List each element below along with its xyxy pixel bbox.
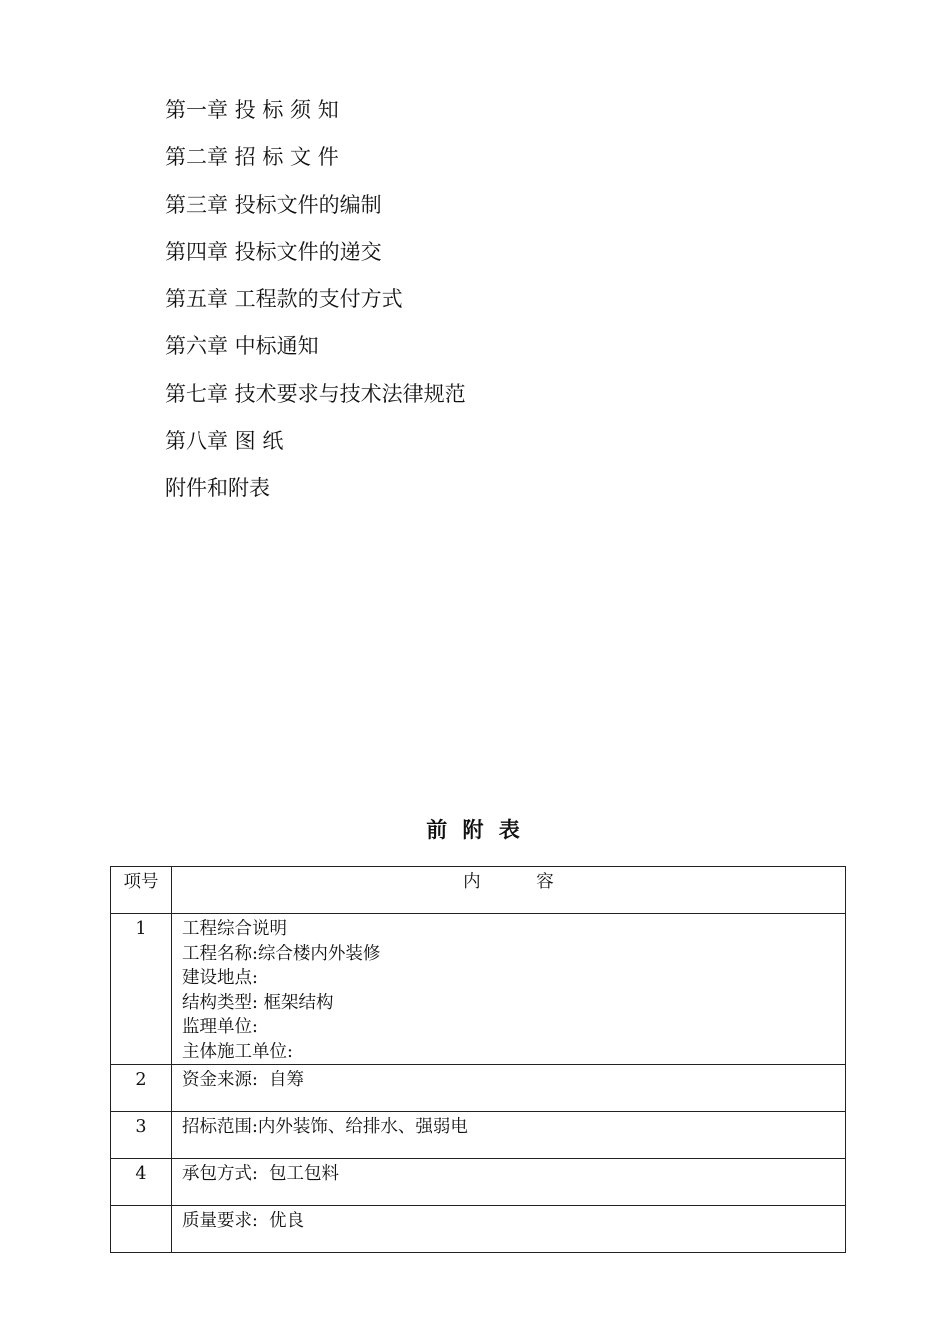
row-content-cell xyxy=(172,1159,846,1206)
row-content-cell xyxy=(172,1112,846,1159)
toc-item-chapter-3: 第三章 投标文件的编制 xyxy=(165,192,382,217)
header-content-label: 内 容 xyxy=(463,872,554,892)
row-num: 1 xyxy=(135,919,147,939)
supervisor-line: 监理单位: xyxy=(182,1017,258,1037)
table-row xyxy=(111,1065,846,1112)
row-num-cell xyxy=(111,1159,172,1206)
header-num-cell xyxy=(111,867,172,914)
bid-scope-line: 招标范围:内外装饰、给排水、强弱电 xyxy=(182,1117,468,1137)
row-num-cell xyxy=(111,1112,172,1159)
project-overview-label: 工程综合说明 xyxy=(182,919,287,939)
row-num-cell xyxy=(111,1065,172,1112)
funding-source-line: 资金来源: 自筹 xyxy=(182,1070,305,1090)
toc-item-chapter-4: 第四章 投标文件的递交 xyxy=(165,239,382,264)
table-header-row xyxy=(111,867,846,914)
toc-item-chapter-8: 第八章 图 纸 xyxy=(165,429,284,454)
row-num: 4 xyxy=(135,1164,147,1184)
main-contractor-line: 主体施工单位: xyxy=(182,1041,293,1062)
row-num-cell xyxy=(111,914,172,1065)
toc-item-chapter-1: 第一章 投 标 须 知 xyxy=(165,98,339,122)
row-content-cell xyxy=(172,1206,846,1253)
toc-item-chapter-7: 第七章 技术要求与技术法律规范 xyxy=(165,381,466,406)
table-row xyxy=(111,1159,846,1206)
toc-item-chapter-6: 第六章 中标通知 xyxy=(165,334,319,359)
contract-method-line: 承包方式: 包工包料 xyxy=(182,1164,340,1184)
attachment-table xyxy=(110,866,846,1253)
table-row xyxy=(111,1206,846,1253)
structure-type-line: 结构类型: 框架结构 xyxy=(182,992,334,1013)
toc-item-chapter-5: 第五章 工程款的支付方式 xyxy=(165,287,403,312)
row-content-cell xyxy=(172,914,846,1065)
project-name-line: 工程名称:综合楼内外装修 xyxy=(182,943,381,964)
table-row xyxy=(111,1112,846,1159)
table-of-contents xyxy=(165,92,466,518)
attachment-table-title: 前 附 表 xyxy=(426,817,524,842)
row-num: 2 xyxy=(135,1070,147,1090)
quality-requirement-line: 质量要求: 优良 xyxy=(182,1211,305,1231)
header-content-cell xyxy=(172,867,846,914)
toc-item-appendix: 附件和附表 xyxy=(165,476,270,501)
row-num xyxy=(111,1206,171,1209)
row-content-cell xyxy=(172,1065,846,1112)
row-num: 3 xyxy=(135,1117,147,1137)
table-row xyxy=(111,914,846,1065)
row-num-cell xyxy=(111,1206,172,1253)
header-num-label: 项号 xyxy=(123,872,159,892)
construction-site-line: 建设地点: xyxy=(182,968,258,988)
toc-item-chapter-2: 第二章 招 标 文 件 xyxy=(165,145,339,170)
